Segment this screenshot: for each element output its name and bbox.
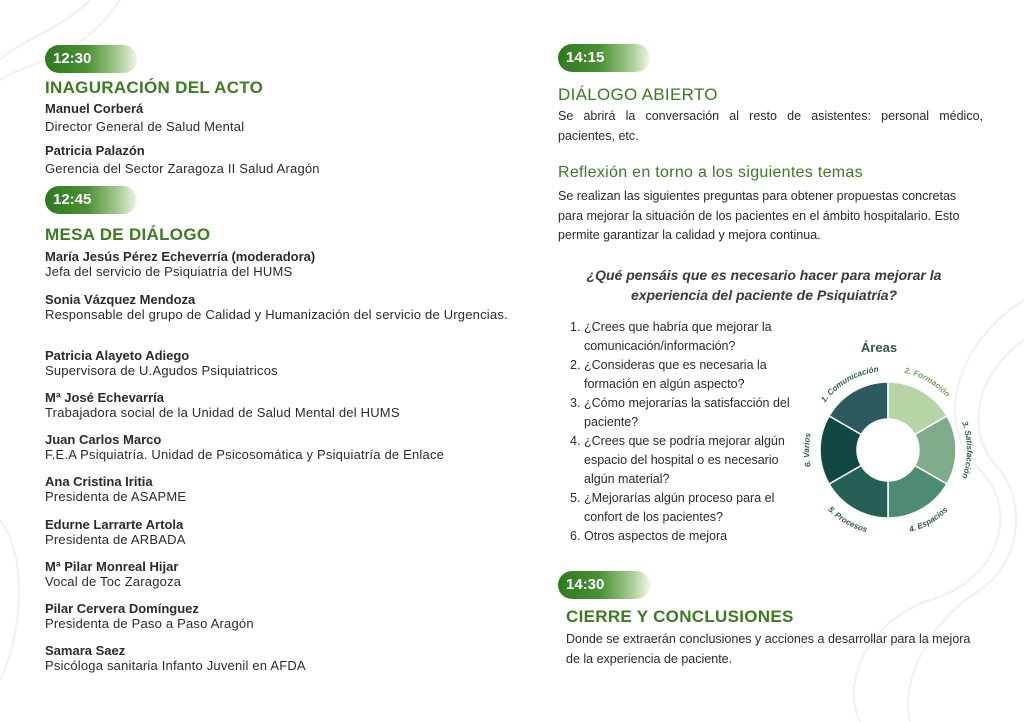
person-name: Pilar Cervera Domínguez (45, 601, 199, 616)
donut-label: 1. Comunicación (819, 364, 880, 405)
main-question: ¿Qué pensáis que es necesario hacer para mejorar la experiencia del paciente de Psiquiatría? (586, 267, 942, 303)
list-item: 2. ¿Consideras que es necesaria la formación en algún aspecto? (570, 358, 767, 391)
person-entry (45, 249, 515, 279)
person-role: Supervisora de U.Agudos Psiquiatricos (45, 363, 278, 378)
donut-label: 5. Procesos (826, 504, 869, 535)
donut-label: 6. Varios (801, 432, 813, 468)
person-role: Psicóloga sanitaria Infanto Juvenil en AFDA (45, 658, 306, 673)
section-title-mesa-dialogo: MESA DE DIÁLOGO (45, 225, 211, 244)
person-name: Patricia Alayeto Adiego (45, 348, 190, 363)
person-name: Mª Pilar Monreal Hijar (45, 559, 179, 574)
person-name: María Jesús Pérez Echeverría (moderadora) (45, 249, 316, 264)
person-role: Presidenta de Paso a Paso Aragón (45, 616, 254, 631)
time-badge-1245: 12:45 (45, 186, 137, 214)
person-entry (45, 643, 515, 673)
person-entry (45, 559, 515, 589)
cierre-text: Donde se extraerán conclusiones y acciones a desarrollar para la mejora de la experiencia de paciente. (566, 632, 971, 666)
person-name: Edurne Larrarte Artola (45, 517, 184, 532)
person-entry (45, 390, 515, 420)
person-role: Responsable del grupo de Calidad y Humanización del servicio de Urgencias. (45, 307, 508, 322)
person-role: Trabajadora social de la Unidad de Salud Mental del HUMS (45, 405, 400, 420)
donut-label: 4. Espacios (908, 505, 950, 535)
person-name: Juan Carlos Marco (45, 432, 162, 447)
person-entry (45, 348, 515, 378)
person-name: Sonia Vázquez Mendoza (45, 292, 196, 307)
time-badge-1230: 12:30 (45, 45, 137, 73)
areas-donut-chart (790, 330, 980, 540)
list-item: 1. ¿Crees que habría que mejorar la comunicación/información? (570, 320, 772, 353)
list-item: 5. ¿Mejorarías algún proceso para el confort de los pacientes? (570, 491, 775, 524)
person-name: Ana Cristina Iritia (45, 474, 153, 489)
list-item: 3. ¿Cómo mejorarías la satisfacción del paciente? (570, 396, 790, 429)
person-entry (45, 517, 515, 547)
person-entry (45, 432, 515, 462)
person-entry (45, 143, 515, 176)
person-entry (45, 101, 515, 134)
list-item: 6. Otros aspectos de mejora (570, 529, 728, 543)
person-name: Manuel Corberá (45, 101, 144, 116)
person-role: Jefa del servicio de Psiquiatría del HUMS (45, 264, 293, 279)
list-item: 4. ¿Crees que se podría mejorar algún espacio del hospital o es necesario algún material? (570, 434, 785, 486)
person-name: Patricia Palazón (45, 143, 145, 158)
person-role: Presidenta de ARBADA (45, 532, 186, 547)
section-title-dialogo-abierto: DIÁLOGO ABIERTO (558, 85, 718, 104)
question-list (570, 318, 806, 546)
person-role: Director General de Salud Mental (45, 119, 245, 134)
donut-label: 2. Formación (903, 365, 952, 399)
person-role: Vocal de Toc Zaragoza (45, 574, 182, 589)
person-role: Presidenta de ASAPME (45, 489, 187, 504)
person-role: Gerencia del Sector Zaragoza II Salud Aragón (45, 161, 320, 176)
time-badge-1415: 14:15 (558, 44, 650, 72)
dialogo-abierto-text: Se abrirá la conversación al resto de asistentes: personal médico, pacientes, etc. (558, 109, 983, 143)
chart-title: Áreas (860, 340, 898, 355)
person-entry (45, 474, 515, 504)
section-title-inauguracion: INAGURACIÓN DEL ACTO (45, 78, 264, 97)
left-column (45, 0, 525, 722)
time-badge-1430: 14:30 (558, 571, 650, 599)
person-name: Samara Saez (45, 643, 126, 658)
reflection-title: Reflexión en torno a los siguientes temas (558, 164, 863, 181)
person-name: Mª José Echevarría (45, 390, 164, 405)
person-entry (45, 292, 515, 322)
person-entry (45, 601, 515, 631)
section-title-cierre: CIERRE Y CONCLUSIONES (566, 607, 794, 626)
reflection-text: Se realizan las siguientes preguntas para obtener propuestas concretas para mejorar la situación de los pacientes en el ámbito hospitalario. Esto permite garantizar la calidad y mejora continua. (558, 189, 960, 242)
donut-label: 3. Satisfacción (960, 420, 975, 480)
person-role: F.E.A Psiquiatría. Unidad de Psicosomática y Psiquiatría de Enlace (45, 447, 445, 462)
